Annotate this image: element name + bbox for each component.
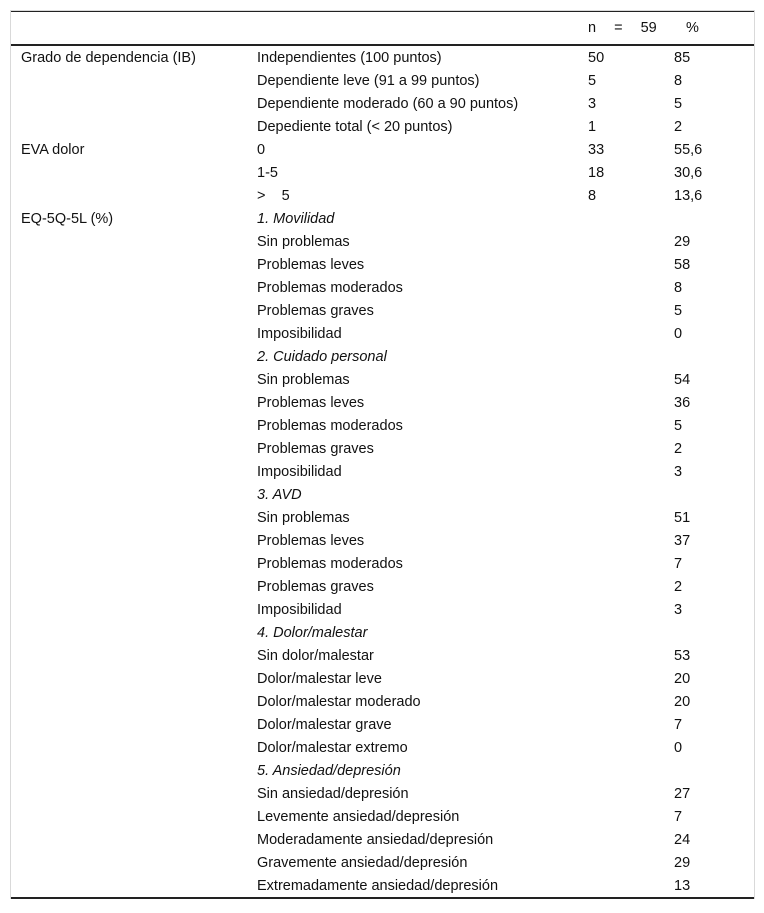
row-category [11, 874, 257, 898]
table-row [11, 782, 754, 805]
row-n [588, 391, 674, 414]
table-row [11, 161, 754, 184]
row-category [11, 322, 257, 345]
table-row [11, 45, 754, 69]
row-n [588, 644, 674, 667]
row-category [11, 805, 257, 828]
row-item: Gravemente ansiedad/depresión [257, 854, 468, 871]
row-percent: 3 [674, 601, 683, 618]
row-category [11, 230, 257, 253]
row-n [588, 506, 674, 529]
header-n-value: 59 [640, 20, 657, 36]
row-item: Problemas leves [257, 532, 365, 549]
row-percent [674, 759, 754, 782]
row-item: Extremadamente ansiedad/depresión [257, 874, 588, 898]
row-percent: 37 [674, 532, 691, 549]
row-percent: 13,6 [674, 187, 703, 204]
row-n: 50 [588, 49, 605, 66]
row-category [11, 368, 257, 391]
row-n: 33 [588, 141, 605, 158]
table-row [11, 575, 754, 598]
table-row [11, 92, 754, 115]
table-row [11, 644, 754, 667]
row-percent: 2 [674, 440, 683, 457]
row-n: 1 [588, 118, 597, 135]
row-n [588, 322, 674, 345]
row-n [588, 299, 674, 322]
row-item: Imposibilidad [257, 463, 342, 480]
row-category [11, 345, 257, 368]
row-percent: 29 [674, 854, 691, 871]
row-percent: 53 [674, 647, 691, 664]
table-row [11, 138, 754, 161]
row-n [588, 621, 674, 644]
data-table-container [10, 10, 755, 899]
data-table [11, 11, 754, 899]
row-percent: 8 [674, 279, 683, 296]
row-item: Dependiente moderado (60 a 90 puntos) [257, 95, 519, 112]
header-n [588, 12, 674, 46]
table-row [11, 437, 754, 460]
row-category: EQ-5Q-5L (%) [21, 210, 114, 227]
row-percent: 58 [674, 256, 691, 273]
row-item: Problemas leves [257, 256, 365, 273]
row-category [11, 690, 257, 713]
table-row [11, 368, 754, 391]
table-row [11, 230, 754, 253]
table-body [11, 45, 754, 898]
row-percent [674, 207, 754, 230]
row-category: EVA dolor [21, 141, 85, 158]
table-row [11, 345, 754, 368]
table-row [11, 184, 754, 207]
row-n [588, 828, 674, 851]
row-category [11, 161, 257, 184]
row-percent: 7 [674, 808, 683, 825]
row-item: Problemas graves [257, 440, 374, 457]
row-category [11, 391, 257, 414]
row-item: 3. AVD [257, 486, 302, 503]
row-n [588, 552, 674, 575]
header-n-label: n [588, 20, 597, 36]
row-percent: 51 [674, 509, 691, 526]
row-category [11, 529, 257, 552]
row-percent: 13 [674, 874, 754, 898]
table-row [11, 483, 754, 506]
table-row [11, 874, 754, 898]
row-item: Sin problemas [257, 233, 350, 250]
row-category [11, 115, 257, 138]
table-row [11, 69, 754, 92]
row-n [588, 345, 674, 368]
row-item: Moderadamente ansiedad/depresión [257, 831, 494, 848]
row-item: Imposibilidad [257, 601, 342, 618]
row-percent: 27 [674, 785, 691, 802]
row-category [11, 276, 257, 299]
row-percent: 29 [674, 233, 691, 250]
row-percent: 0 [674, 325, 683, 342]
table-row [11, 759, 754, 782]
table-row [11, 207, 754, 230]
row-n [588, 483, 674, 506]
row-item: Depediente total (< 20 puntos) [257, 118, 453, 135]
row-item: 0 [257, 141, 266, 158]
table-header [11, 12, 754, 46]
row-item: 4. Dolor/malestar [257, 624, 368, 641]
row-category [11, 253, 257, 276]
row-category [11, 414, 257, 437]
table-row [11, 253, 754, 276]
row-category [11, 759, 257, 782]
row-item: Problemas moderados [257, 417, 403, 434]
row-category [11, 621, 257, 644]
row-item: Sin problemas [257, 371, 350, 388]
row-percent: 20 [674, 670, 691, 687]
row-item: Dolor/malestar leve [257, 670, 382, 687]
row-n: 18 [588, 164, 605, 181]
row-percent: 5 [674, 95, 683, 112]
table-row [11, 713, 754, 736]
row-item: Dolor/malestar moderado [257, 693, 421, 710]
row-category [11, 713, 257, 736]
row-n: 3 [588, 95, 597, 112]
row-n [588, 805, 674, 828]
row-item: Dolor/malestar extremo [257, 739, 408, 756]
row-category [11, 736, 257, 759]
table-row [11, 391, 754, 414]
table-row [11, 736, 754, 759]
row-percent: 24 [674, 831, 691, 848]
row-percent: 7 [674, 716, 683, 733]
row-percent: 5 [674, 417, 683, 434]
row-item: Problemas leves [257, 394, 365, 411]
table-row [11, 414, 754, 437]
table-row [11, 667, 754, 690]
row-category [11, 851, 257, 874]
row-n [588, 667, 674, 690]
row-item: Levemente ansiedad/depresión [257, 808, 460, 825]
row-n [588, 782, 674, 805]
table-row [11, 552, 754, 575]
table-row [11, 460, 754, 483]
row-item: Problemas moderados [257, 555, 403, 572]
row-percent: 54 [674, 371, 691, 388]
table-row [11, 828, 754, 851]
row-n [588, 759, 674, 782]
row-category [11, 828, 257, 851]
row-item: Problemas graves [257, 578, 374, 595]
row-item: Sin problemas [257, 509, 350, 526]
row-category [11, 483, 257, 506]
row-n [588, 736, 674, 759]
header-row [11, 12, 754, 46]
row-category: Grado de dependencia (IB) [21, 49, 196, 66]
row-category [11, 437, 257, 460]
row-category [11, 460, 257, 483]
row-percent: 2 [674, 118, 683, 135]
row-item: Sin ansiedad/depresión [257, 785, 409, 802]
row-percent: 85 [674, 49, 691, 66]
row-percent: 8 [674, 72, 683, 89]
row-percent: 5 [674, 302, 683, 319]
row-item: > 5 [257, 187, 290, 204]
row-category [11, 69, 257, 92]
row-item: Dolor/malestar grave [257, 716, 392, 733]
row-item: Independientes (100 puntos) [257, 49, 442, 66]
row-percent [674, 345, 754, 368]
table-row [11, 276, 754, 299]
row-item: Problemas graves [257, 302, 374, 319]
row-category [11, 92, 257, 115]
row-n [588, 874, 674, 898]
row-item: Problemas moderados [257, 279, 403, 296]
row-category [11, 299, 257, 322]
table-row [11, 115, 754, 138]
table-row [11, 851, 754, 874]
table-row [11, 322, 754, 345]
row-item: 1-5 [257, 164, 278, 181]
row-item: Dependiente leve (91 a 99 puntos) [257, 72, 480, 89]
row-n [588, 529, 674, 552]
row-percent [674, 483, 754, 506]
row-percent: 2 [674, 578, 683, 595]
row-category [11, 506, 257, 529]
row-percent: 20 [674, 693, 691, 710]
row-n [588, 276, 674, 299]
row-percent: 30,6 [674, 164, 703, 181]
row-n [588, 368, 674, 391]
row-percent: 55,6 [674, 141, 703, 158]
row-n: 5 [588, 72, 597, 89]
table-row [11, 805, 754, 828]
row-n [588, 713, 674, 736]
header-empty-2 [257, 12, 588, 46]
header-percent: % [674, 12, 754, 46]
table-row [11, 529, 754, 552]
row-percent: 36 [674, 394, 691, 411]
row-n: 8 [588, 187, 597, 204]
row-category [11, 184, 257, 207]
row-percent [674, 621, 754, 644]
row-n [588, 575, 674, 598]
row-n [588, 851, 674, 874]
row-percent: 0 [674, 739, 683, 756]
row-n [588, 690, 674, 713]
table-row [11, 506, 754, 529]
row-category [11, 552, 257, 575]
row-n [588, 253, 674, 276]
row-item: 2. Cuidado personal [257, 348, 387, 365]
row-n [588, 414, 674, 437]
table-row [11, 299, 754, 322]
row-item: 5. Ansiedad/depresión [257, 762, 401, 779]
table-row [11, 690, 754, 713]
row-percent: 7 [674, 555, 683, 572]
row-n [588, 437, 674, 460]
row-item: 1. Movilidad [257, 210, 335, 227]
row-category [11, 782, 257, 805]
row-category [11, 575, 257, 598]
row-item: Imposibilidad [257, 325, 342, 342]
table-row [11, 621, 754, 644]
row-category [11, 667, 257, 690]
row-n [588, 598, 674, 621]
row-category [11, 598, 257, 621]
header-empty-1 [11, 12, 257, 46]
row-item: Sin dolor/malestar [257, 647, 374, 664]
row-n [588, 230, 674, 253]
row-n [588, 207, 674, 230]
row-percent: 3 [674, 463, 683, 480]
row-category [11, 644, 257, 667]
table-row [11, 598, 754, 621]
header-eq: = [614, 20, 623, 36]
row-n [588, 460, 674, 483]
